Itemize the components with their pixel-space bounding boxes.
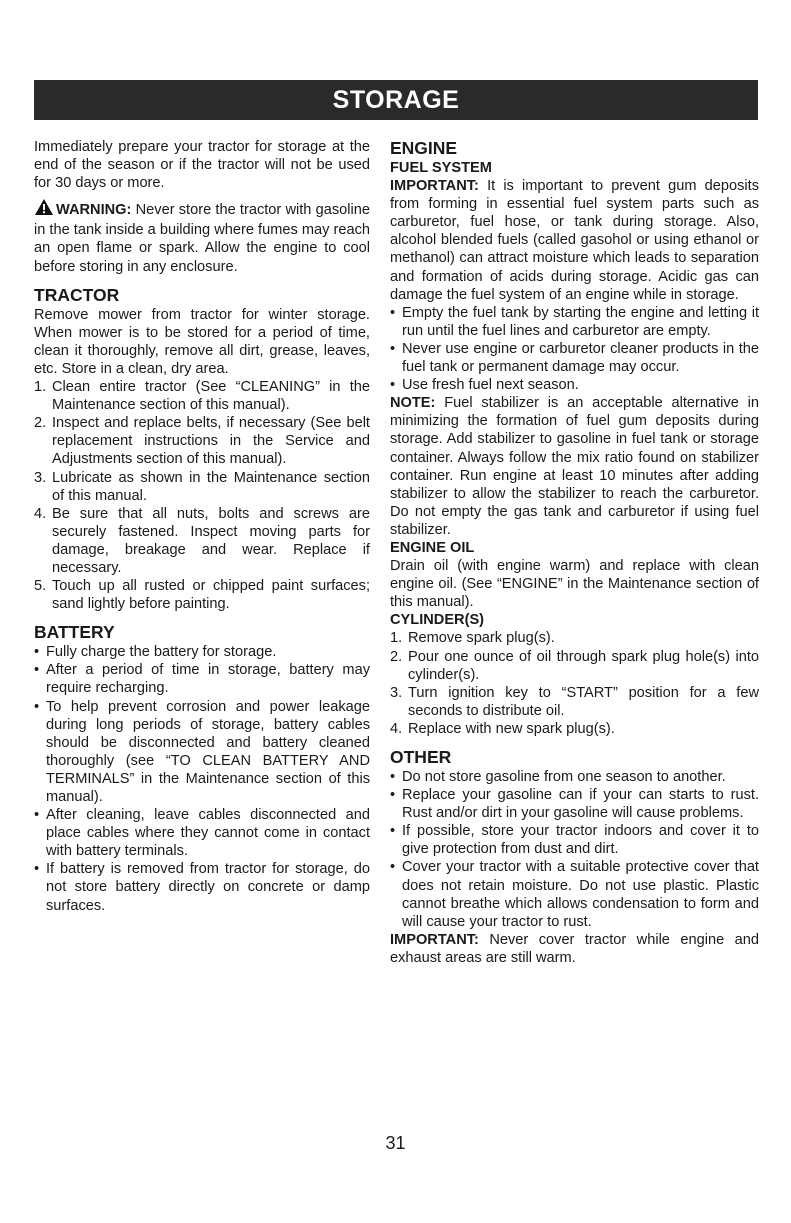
page-number: 31 [385,1133,406,1153]
fuel-list [390,304,759,394]
bullet-icon: • [390,823,396,840]
fuel-note-paragraph [390,394,759,539]
note-text: Fuel stabilizer is an acceptable alternative in minimizing the formation of fuel gum deposits during storage. Add stabilizer to gasoline in fuel tank or storage container. Always follow the mix ratio found on stabilizer container. Run engine at least 10 minutes after adding stabilizer to allow the stabilizer to reach the carburetor. Do not empty the gas tank and carburetor if using fuel stabilizer. [390,395,759,538]
bullet-icon: • [34,698,40,715]
list-item: • After a period of time in storage, battery may require recharging. [34,662,370,697]
list-item: • Fully charge the battery for storage. [34,644,277,661]
bullet-icon: • [390,769,396,785]
list-item: 1. Remove spark plug(s). [390,630,555,647]
fuel-system-heading: FUEL SYSTEM [390,160,492,176]
tractor-intro: Remove mower from tractor for winter storage. When mower is to be stored for a period of time, clean it thoroughly, remove all dirt, grease, leaves, etc. Store in a clean, dry area. [34,306,370,377]
cylinders-heading: CYLINDER(S) [390,612,485,629]
note-label: NOTE: [390,395,436,412]
bullet-icon: • [390,304,396,321]
cylinders-steps [390,629,759,738]
battery-list [34,643,370,914]
warning-triangle-icon [34,198,54,221]
important-label: IMPORTANT: [390,178,479,195]
list-item: • Use fresh fuel next season. [390,377,579,394]
list-item: • Never use engine or carburetor cleaner products in the fuel tank or permanent damage may occur. [390,340,759,376]
storage-intro: Immediately prepare your tractor for storage at the end of the season or if the tractor will not be used for 30 days or more. [34,139,370,192]
bullet-icon: • [390,787,396,804]
list-item: • Cover your tractor with a suitable protective cover that does not retain moisture. Do not use plastic. Plastic cannot breathe which allows condensation to form and will cause your tractor to rust. [390,859,759,930]
important-label: IMPORTANT: [390,931,479,948]
bullet-icon: • [34,861,40,878]
warning-paragraph [34,198,370,275]
right-column [390,138,759,967]
list-item: 2. Pour one ounce of oil through spark plug hole(s) into cylinder(s). [390,648,759,683]
tractor-steps [34,378,370,613]
tractor-heading: TRACTOR [34,284,120,305]
fuel-important-paragraph [390,177,759,304]
bullet-icon: • [390,340,396,357]
bullet-icon: • [34,644,40,661]
important-text: Never cover tractor while engine and exhaust areas are still warm. [390,931,759,966]
warning-label: WARNING: [56,202,132,219]
list-item: 5. Touch up all rusted or chipped paint surfaces; sand lightly before painting. [34,578,370,613]
important-text: It is important to prevent gum deposits from forming in essential fuel system parts such as carburetor, fuel hose, or tank during storage. Also, alcohol blended fuels (called gasohol or using ethanol or methanol) can attract moisture which leads to separation and formation of acids during storage. Acidic gas can damage the fuel system of an engine while in storage. [390,178,760,303]
bullet-icon: • [390,377,396,394]
list-item: • Replace your gasoline can if your can starts to rust. Rust and/or dirt in your gasoline will cause problems. [390,787,759,822]
section-banner [34,80,758,120]
bullet-icon: • [34,807,40,824]
warning-text: Never store the tractor with gasoline in the tank inside a building where fumes may reach an open flame or spark. Allow the engine to cool before storing in any enclosure. [34,202,371,275]
bullet-icon: • [34,662,40,679]
engine-heading: ENGINE [390,138,458,158]
other-important-paragraph [390,931,759,967]
list-item: • After cleaning, leave cables disconnected and place cables where they cannot come in contact with battery terminals. [34,807,370,860]
other-heading: OTHER [390,747,452,767]
list-item: • Do not store gasoline from one season to another. [390,769,726,785]
list-item: 3. Lubricate as shown in the Maintenance section of this manual. [34,469,370,504]
list-item: • To help prevent corrosion and power leakage during long periods of storage, battery cables should be disconnected and battery cleaned thoroughly (see “TO CLEAN BATTERY AND TERMINALS” in the Maintenance section of this manual). [34,698,370,805]
list-item: • If battery is removed from tractor for storage, do not store battery directly on concrete or damp surfaces. [34,861,370,914]
list-item: 4. Replace with new spark plug(s). [390,720,615,737]
engine-oil-heading: ENGINE OIL [390,539,475,556]
list-item: 1. Clean entire tractor (See “CLEANING” in the Maintenance section of this manual). [34,379,370,414]
left-column [34,138,370,915]
engine-oil-text: Drain oil (with engine warm) and replace with clean engine oil. (See “ENGINE” in the Maintenance section of this manual). [390,558,759,611]
list-item: • Empty the fuel tank by starting the engine and letting it run until the fuel lines and carburetor are empty. [390,304,759,339]
other-list [390,768,759,931]
battery-heading: BATTERY [34,622,115,643]
section-title: STORAGE [332,85,460,114]
list-item: • If possible, store your tractor indoors and cover it to give protection from dust and dirt. [390,823,759,858]
list-item: 3. Turn ignition key to “START” position for a few seconds to distribute oil. [390,684,759,719]
list-item: 2. Inspect and replace belts, if necessary (See belt replacement instructions in the Service and Adjustments section of this manual). [34,415,370,468]
bullet-icon: • [390,859,396,876]
list-item: 4. Be sure that all nuts, bolts and screws are securely fastened. Inspect moving parts for damage, breakage and wear. Replace if necessary. [34,505,370,576]
